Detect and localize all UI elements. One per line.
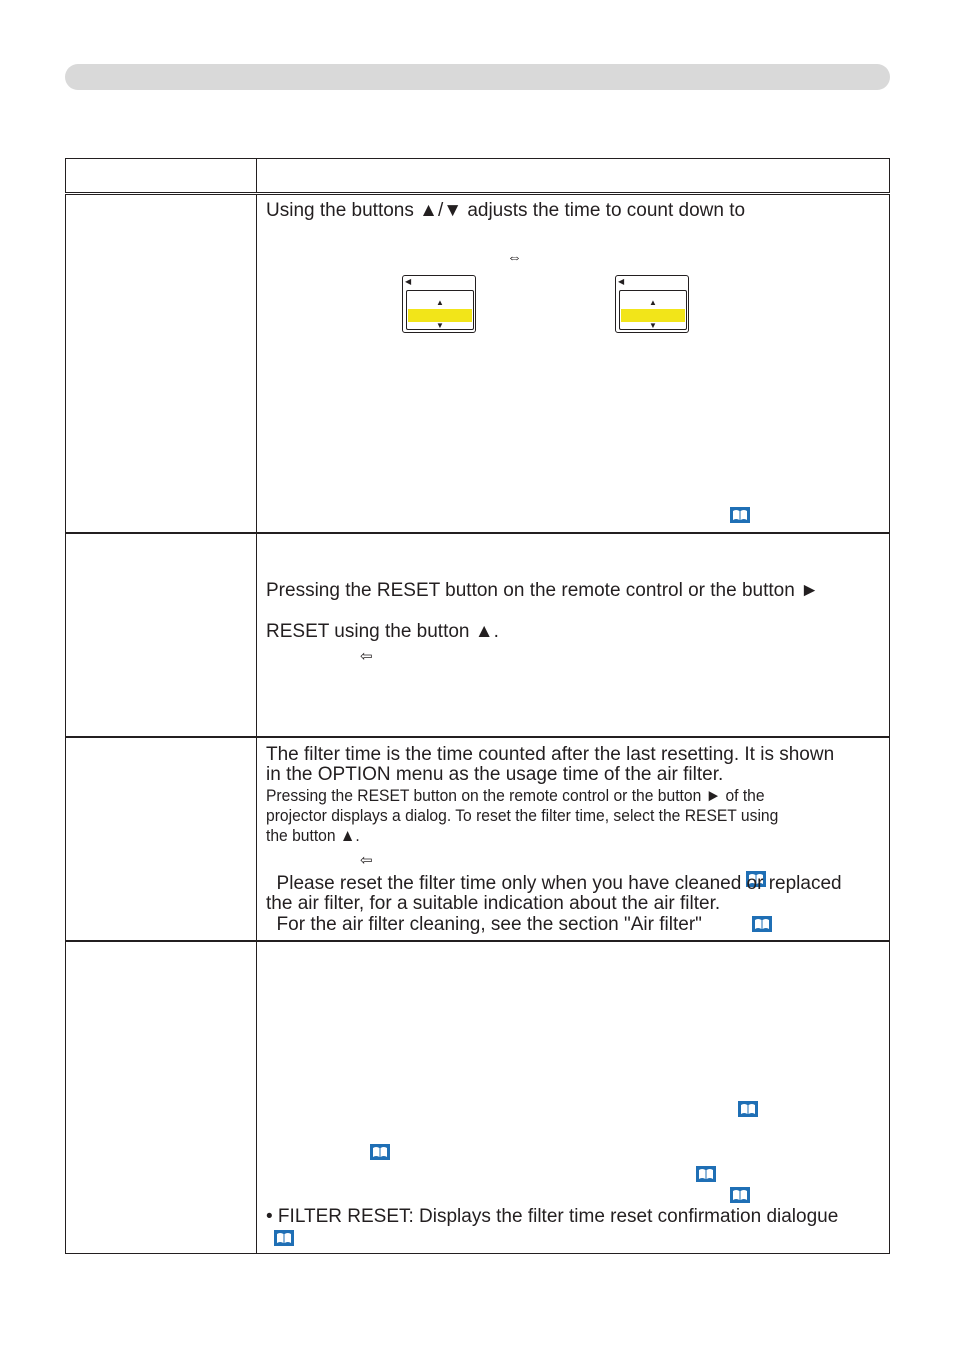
row3-line8: For the air filter cleaning, see the section "Air filter" xyxy=(266,914,702,935)
left-arrow-icon: ⇦ xyxy=(360,852,373,869)
table-row xyxy=(65,194,890,534)
countdown-menu-preview-left xyxy=(402,275,476,333)
book-icon[interactable] xyxy=(370,1144,390,1160)
book-icon[interactable] xyxy=(738,1101,758,1117)
left-arrow-icon: ◀ xyxy=(618,277,625,286)
row4-line1: • FILTER RESET: Displays the filter time reset confirmation dialogue xyxy=(266,1206,839,1227)
double-arrow-icon: ⇔ xyxy=(507,249,522,266)
column-divider xyxy=(256,159,257,192)
table-header-row xyxy=(65,158,890,193)
table-row xyxy=(65,737,890,942)
book-icon[interactable] xyxy=(730,507,750,523)
row3-line7: the air filter, for a suitable indication about the air filter. xyxy=(266,893,721,914)
section-header-bar xyxy=(65,64,890,90)
book-icon[interactable] xyxy=(696,1166,716,1182)
row3-line4: projector displays a dialog. To reset the filter time, select the RESET using xyxy=(266,806,779,825)
row3-line3: Pressing the RESET button on the remote control or the button ► of the xyxy=(266,786,765,805)
left-arrow-icon: ⇦ xyxy=(360,648,373,665)
book-icon[interactable] xyxy=(274,1230,294,1246)
column-divider xyxy=(256,738,257,941)
row1-line1: Using the buttons ▲/▼ adjusts the time to count down to xyxy=(266,200,746,221)
row2-line1: Pressing the RESET button on the remote control or the button ► xyxy=(266,580,819,601)
book-icon[interactable] xyxy=(730,1187,750,1203)
table-row xyxy=(65,940,890,1254)
row3-line1: The filter time is the time counted after the last resetting. It is shown xyxy=(266,744,835,765)
row3-line6: Please reset the filter time only when you have cleaned or replaced xyxy=(266,873,842,894)
up-arrow-icon: ▲ xyxy=(436,298,444,307)
down-arrow-icon: ▼ xyxy=(649,321,657,330)
up-arrow-icon: ▲ xyxy=(649,298,657,307)
column-divider xyxy=(256,195,257,533)
column-divider xyxy=(256,533,257,736)
row2-line2: RESET using the button ▲. xyxy=(266,621,499,642)
book-icon[interactable] xyxy=(752,916,772,932)
table-row xyxy=(65,532,890,737)
column-divider xyxy=(256,941,257,1253)
row3-line5: the button ▲. xyxy=(266,826,360,845)
left-arrow-icon: ◀ xyxy=(405,277,412,286)
countdown-menu-preview-right xyxy=(615,275,689,333)
down-arrow-icon: ▼ xyxy=(436,321,444,330)
row3-line2: in the OPTION menu as the usage time of the air filter. xyxy=(266,764,724,785)
